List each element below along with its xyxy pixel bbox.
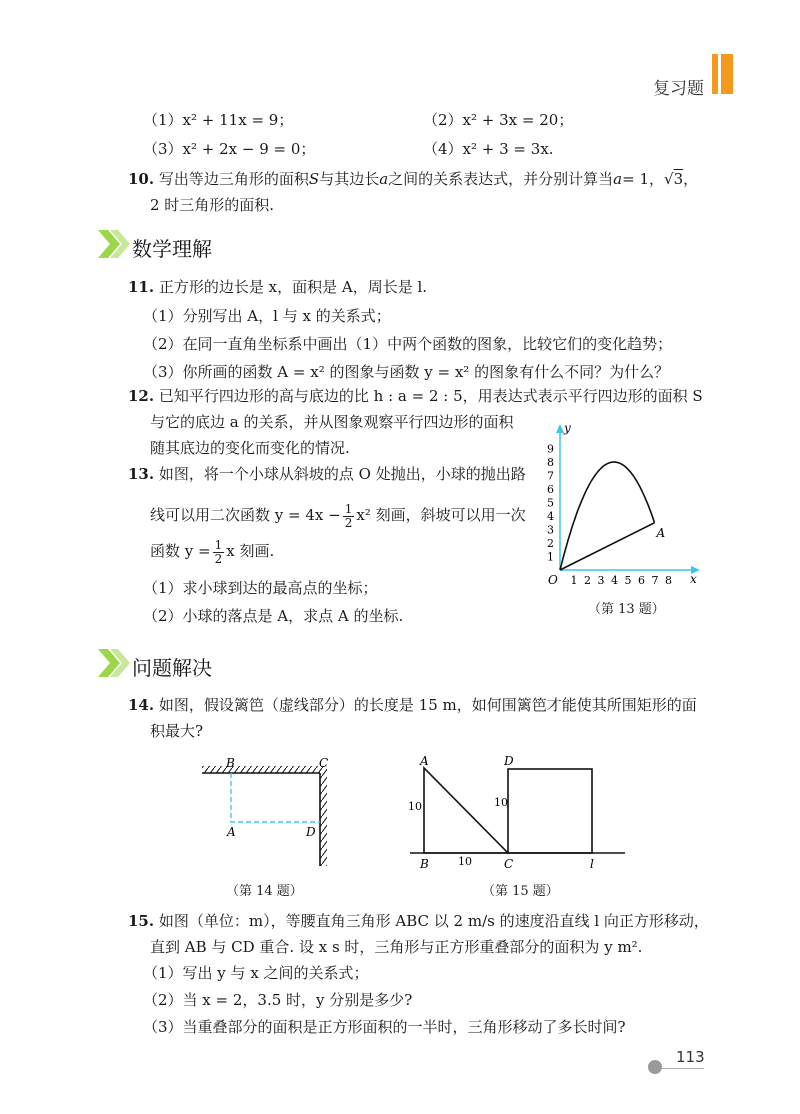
figure-14 bbox=[196, 752, 346, 872]
text: 已知平行四边形的高与底边的比 h : a = 2 : 5，用表达式表示平行四边形的面积 S bbox=[158, 387, 703, 405]
point-A-label: A bbox=[656, 525, 666, 540]
text: 之间的关系表达式，并分别计算当 bbox=[388, 170, 614, 188]
equation: x² + 3 = 3x. bbox=[462, 140, 554, 158]
q9-part2 bbox=[423, 110, 573, 130]
wall-hatch-top bbox=[202, 766, 320, 773]
x-tick-label: 4 bbox=[611, 574, 618, 587]
var: a bbox=[613, 170, 623, 188]
text: 如图，将一个小球从斜坡的点 O 处抛出，小球的抛出路 bbox=[158, 465, 526, 483]
header-accent-bars bbox=[712, 54, 733, 94]
denominator: 2 bbox=[344, 515, 353, 530]
point-A-label: A bbox=[420, 754, 429, 768]
y-axis bbox=[556, 424, 564, 570]
q9-part3 bbox=[143, 139, 315, 159]
denominator: 2 bbox=[214, 551, 223, 566]
q15-line1 bbox=[128, 911, 709, 931]
q13-sub2: （2）小球的落点是 A，求点 A 的坐标. bbox=[143, 607, 404, 625]
question-number: 11. bbox=[128, 278, 155, 296]
point-B-label: B bbox=[226, 756, 235, 770]
q11-sub3: （3）你所画的函数 A = x² 的图象与函数 y = x² 的图象有什么不同？为什么？ bbox=[143, 363, 670, 381]
section-title: 数学理解 bbox=[132, 237, 212, 261]
y-tick-label: 3 bbox=[547, 523, 554, 537]
radicand: 3 bbox=[673, 170, 684, 188]
x-tick-label: 5 bbox=[624, 574, 632, 587]
q13-line3 bbox=[150, 536, 274, 566]
q10-line1 bbox=[128, 169, 698, 189]
square bbox=[508, 769, 592, 853]
length-DC-label: 10 bbox=[494, 796, 508, 809]
figure-15-caption: （第 15 题） bbox=[482, 884, 559, 899]
y-tick-label: 4 bbox=[547, 510, 554, 523]
section-chevron-icon bbox=[96, 226, 130, 262]
y-tick-label: 6 bbox=[547, 483, 554, 496]
fraction bbox=[343, 503, 355, 530]
point-B-label: B bbox=[420, 857, 429, 871]
q13-line1 bbox=[128, 464, 526, 484]
page-dot-icon bbox=[648, 1060, 662, 1074]
q15-sub1: （1）写出 y 与 x 之间的关系式； bbox=[143, 964, 369, 982]
point-D-label: D bbox=[504, 754, 514, 768]
question-number: 13. bbox=[128, 465, 155, 483]
q10-line2: 2 时三角形的面积. bbox=[150, 196, 275, 214]
footer-rule bbox=[662, 1068, 704, 1069]
q15-line2: 直到 AB 与 CD 重合. 设 x s 时，三角形与正方形重叠部分的面积为 y m². bbox=[150, 938, 643, 956]
text: 如图（单位：m），等腰直角三角形 ABC 以 2 m/s 的速度沿直线 l 向正方形移动， bbox=[158, 912, 709, 930]
text: 函数 y = bbox=[150, 542, 211, 560]
y-tick-label: 5 bbox=[547, 496, 554, 510]
y-tick-label: 7 bbox=[547, 469, 554, 483]
y-tick-label: 1 bbox=[547, 550, 554, 564]
text: = 1， bbox=[622, 170, 665, 188]
y-tick-label: 8 bbox=[547, 456, 554, 469]
wall-hatch-right bbox=[320, 766, 327, 866]
question-number: 10. bbox=[128, 170, 155, 188]
equation: x² + 2x − 9 = 0； bbox=[182, 140, 316, 158]
text: x² 刻画，斜坡可以用一次 bbox=[356, 506, 526, 524]
figure-13 bbox=[536, 420, 706, 600]
q11-sub2: （2）在同一直角坐标系中画出（1）中两个函数的图象，比较它们的变化趋势； bbox=[143, 335, 673, 353]
part-label: （3） bbox=[143, 140, 183, 158]
q14-line2: 积最大? bbox=[150, 722, 204, 740]
line-l-label: l bbox=[590, 857, 594, 871]
figure-15 bbox=[400, 752, 630, 874]
numerator: 1 bbox=[214, 537, 223, 552]
length-BC-label: 10 bbox=[458, 855, 472, 868]
q9-part1 bbox=[143, 110, 293, 130]
text: 与其边长 bbox=[319, 170, 380, 188]
figure-14-caption: （第 14 题） bbox=[226, 884, 303, 899]
part-label: （4） bbox=[423, 140, 463, 158]
x-tick-labels bbox=[571, 574, 673, 587]
x-tick-label: 2 bbox=[584, 574, 591, 587]
q15-sub3: （3）当重叠部分的面积是正方形面积的一半时，三角形移动了多长时间? bbox=[143, 1018, 626, 1036]
y-tick-label: 2 bbox=[547, 537, 554, 550]
q11-sub1: （1）分别写出 A，l 与 x 的关系式； bbox=[143, 307, 391, 325]
point-C-label: C bbox=[319, 756, 329, 770]
y-tick-label: 9 bbox=[547, 442, 554, 456]
slope-line bbox=[560, 523, 655, 570]
length-AB-label: 10 bbox=[408, 800, 422, 813]
question-number: 14. bbox=[128, 696, 155, 714]
running-header-title: 复习题 bbox=[653, 79, 704, 99]
x-tick-label: 1 bbox=[570, 574, 578, 587]
q12-line3: 随其底边的变化而变化的情况. bbox=[150, 439, 350, 457]
section-chevron-icon bbox=[96, 645, 130, 681]
q12-line1 bbox=[128, 386, 703, 406]
var: S bbox=[308, 170, 320, 188]
x-tick-label: 3 bbox=[597, 574, 605, 587]
q13-line2 bbox=[150, 500, 526, 530]
x-tick-label: 7 bbox=[651, 574, 659, 587]
q9-part4 bbox=[423, 139, 554, 159]
parabola-curve bbox=[560, 462, 655, 570]
text: 如图，假设篱笆（虚线部分）的长度是 15 m，如何围篱笆才能使其所围矩形的面 bbox=[158, 696, 697, 714]
accent-bar bbox=[721, 54, 733, 94]
point-C-label: C bbox=[504, 857, 514, 871]
q13-sub1: （1）求小球到达的最高点的坐标； bbox=[143, 579, 378, 597]
equation: x² + 11x = 9； bbox=[182, 111, 294, 129]
text: 写出等边三角形的面积 bbox=[158, 170, 309, 188]
x-axis-label: x bbox=[690, 572, 697, 586]
var: a bbox=[379, 170, 389, 188]
y-tick-labels bbox=[547, 443, 554, 564]
triangle-ABC bbox=[424, 768, 508, 853]
part-label: （2） bbox=[423, 111, 463, 129]
question-number: 12. bbox=[128, 387, 155, 405]
text: 线可以用二次函数 y = 4x − bbox=[150, 506, 341, 524]
text: x 刻画. bbox=[226, 542, 275, 560]
q14-line1 bbox=[128, 695, 697, 715]
point-D-label: D bbox=[306, 825, 316, 839]
sqrt-sign: √ bbox=[664, 170, 674, 188]
y-axis-label: y bbox=[564, 421, 571, 435]
equation: x² + 3x = 20； bbox=[462, 111, 574, 129]
part-label: （1） bbox=[143, 111, 183, 129]
section-title: 问题解决 bbox=[132, 656, 212, 680]
numerator: 1 bbox=[344, 501, 353, 516]
accent-bar bbox=[712, 54, 718, 94]
q15-sub2: （2）当 x = 2，3.5 时，y 分别是多少? bbox=[143, 991, 413, 1009]
point-A-label: A bbox=[227, 825, 236, 839]
x-tick-label: 6 bbox=[638, 574, 645, 587]
text: 正方形的边长是 x，面积是 A，周长是 l. bbox=[158, 278, 428, 296]
page-number: 113 bbox=[676, 1048, 705, 1066]
text: ， bbox=[683, 170, 699, 188]
fence-dashed bbox=[231, 773, 320, 822]
q12-line2: 与它的底边 a 的关系，并从图象观察平行四边形的面积 bbox=[150, 413, 514, 431]
fraction bbox=[213, 539, 225, 566]
question-number: 15. bbox=[128, 912, 155, 930]
x-tick-label: 8 bbox=[665, 574, 672, 587]
x-axis bbox=[560, 566, 700, 574]
q11-stem bbox=[128, 277, 427, 297]
figure-13-caption: （第 13 题） bbox=[588, 602, 665, 617]
origin-label: O bbox=[548, 573, 558, 587]
